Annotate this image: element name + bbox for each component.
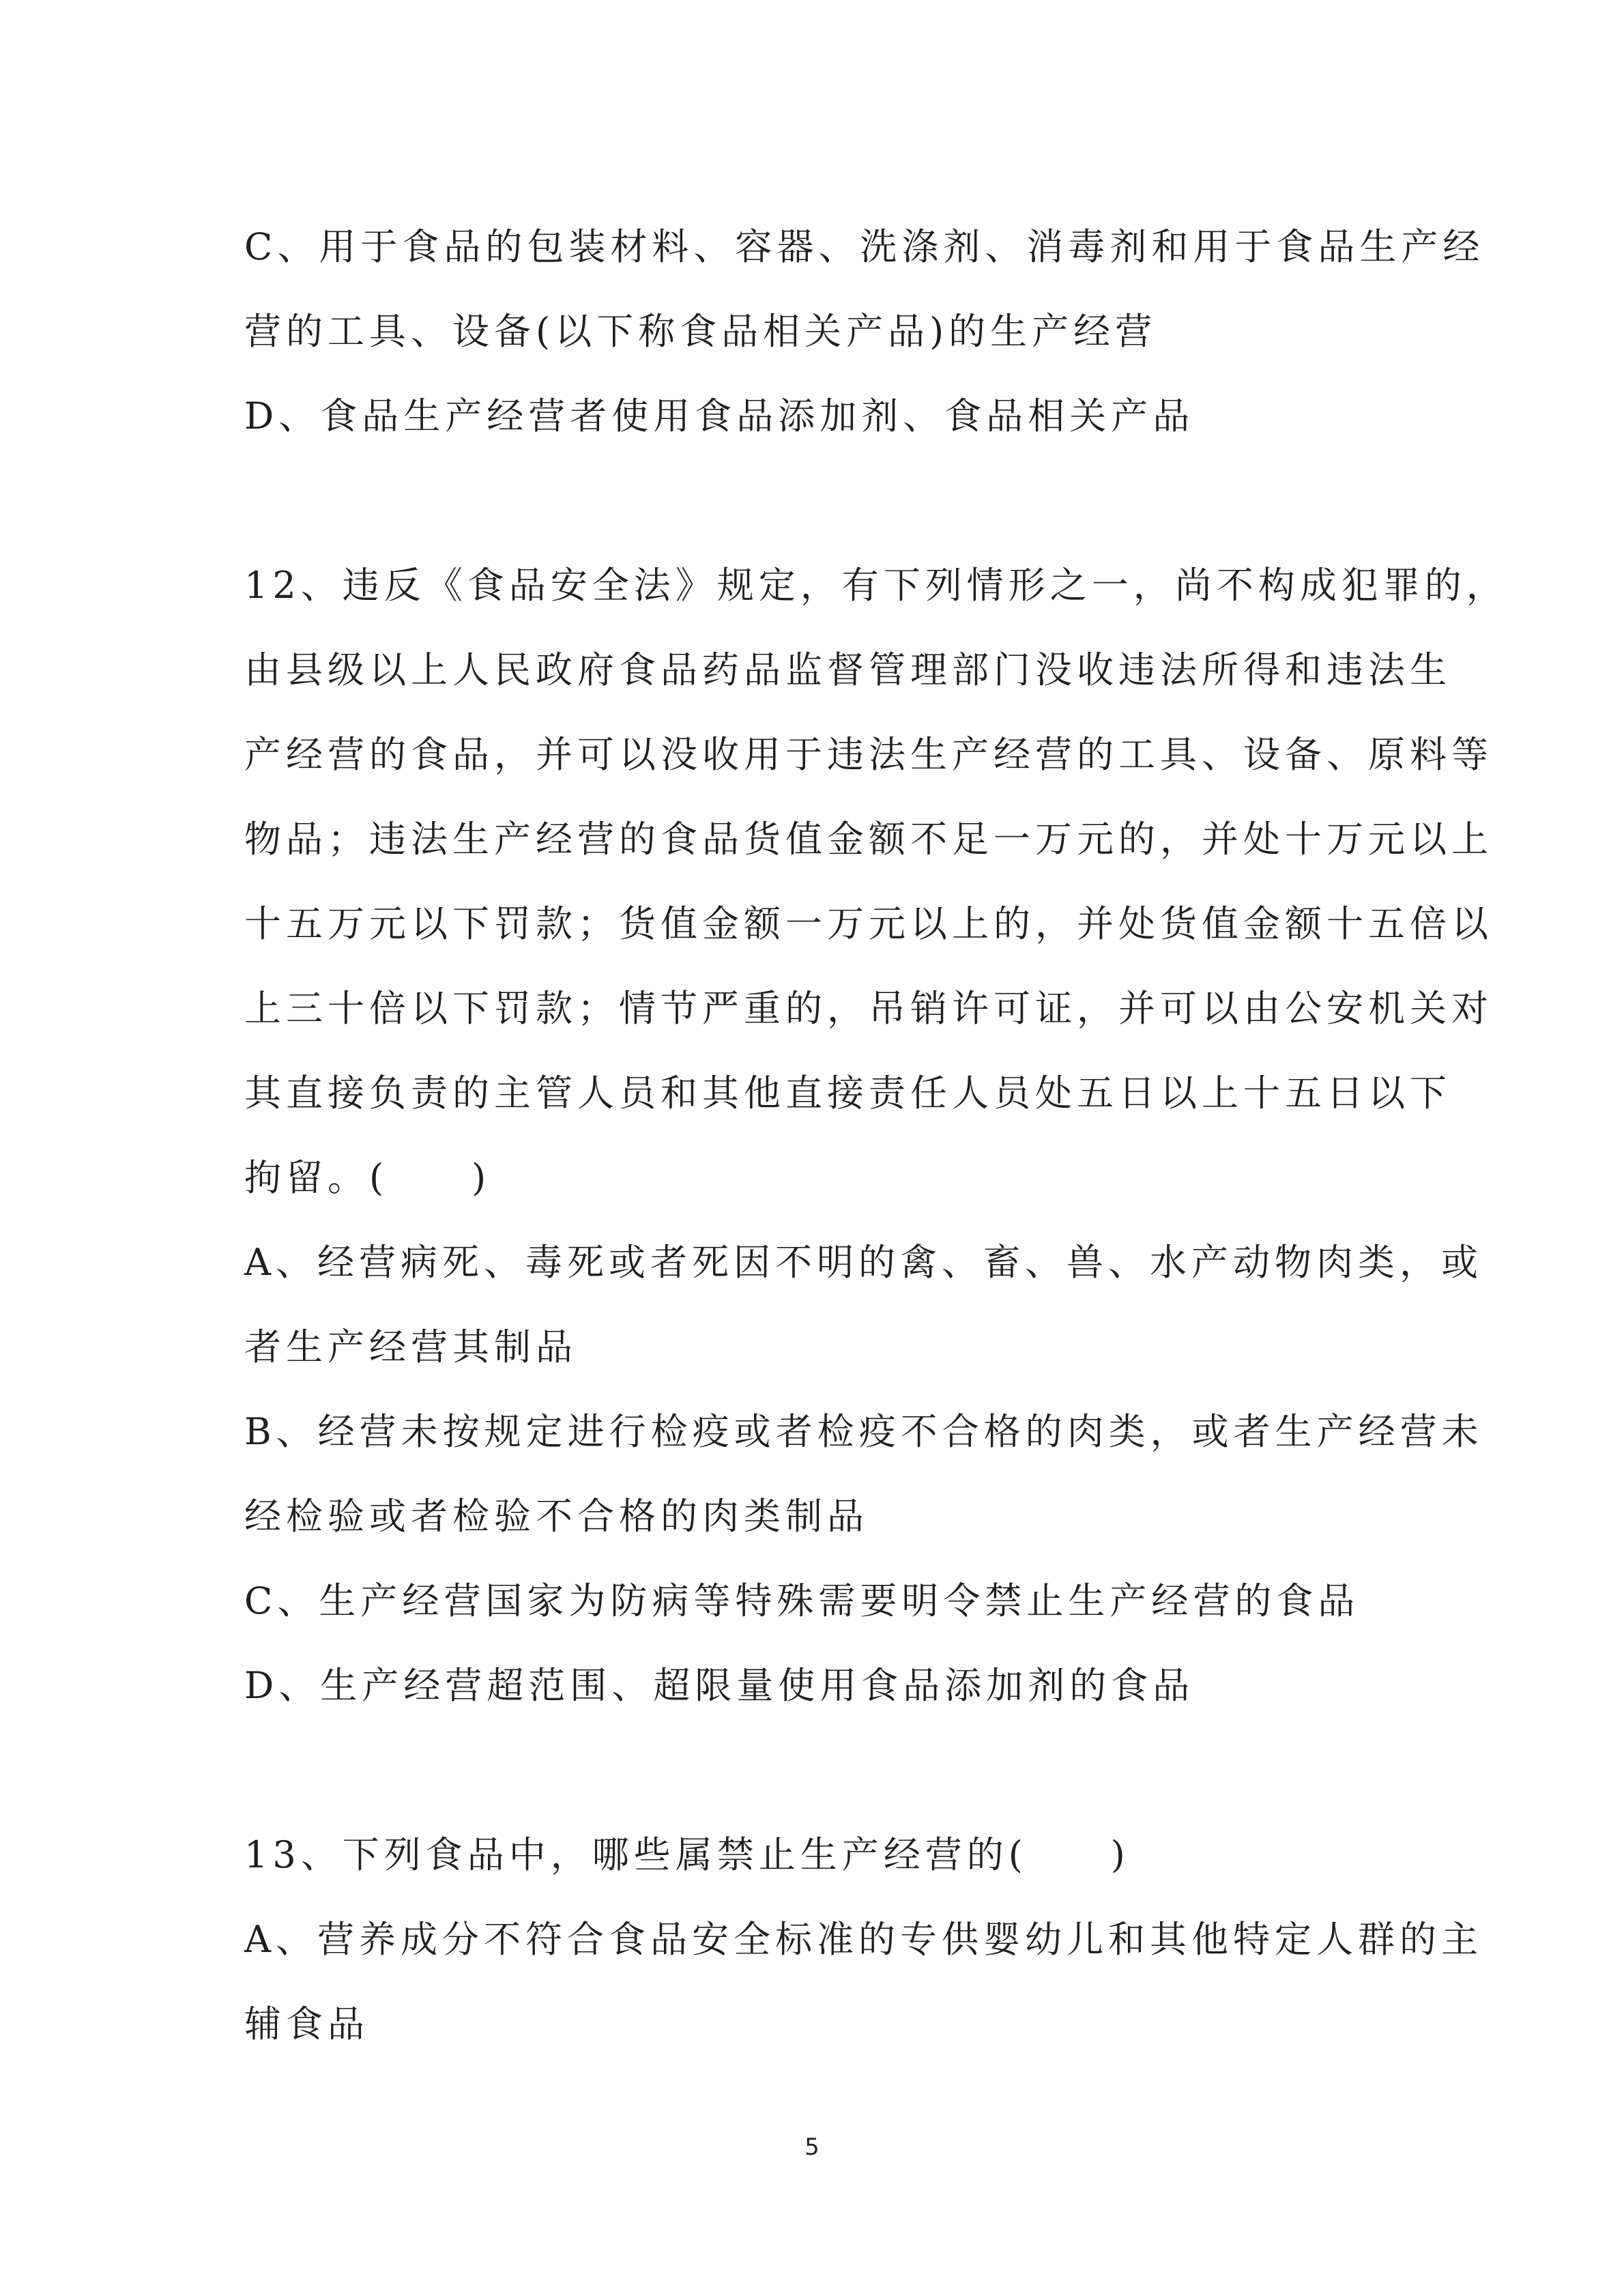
text-line: 者生产经营其制品 bbox=[244, 1325, 577, 1368]
text-line: D、食品生产经营者使用食品添加剂、食品相关产品 bbox=[244, 394, 1195, 437]
document-body bbox=[244, 205, 1508, 2067]
question-13-line: 13、下列食品中，哪些属禁止生产经营的( ) bbox=[244, 1833, 1130, 1876]
question-12-line: 12、违反《食品安全法》规定，有下列情形之一，尚不构成犯罪的， bbox=[244, 564, 1508, 607]
text-line: 物品；违法生产经营的食品货值金额不足一万元的，并处十万元以上 bbox=[244, 818, 1493, 861]
option-a-line: A、经营病死、毒死或者死因不明的禽、畜、兽、水产动物肉类，或 bbox=[244, 1241, 1483, 1284]
page-number: 5 bbox=[804, 2134, 820, 2161]
text-line: 上三十倍以下罚款；情节严重的，吊销许可证，并可以由公安机关对 bbox=[244, 987, 1493, 1030]
text-line: 由县级以上人民政府食品药品监督管理部门没收违法所得和违法生 bbox=[244, 648, 1451, 691]
option-c-line: C、生产经营国家为防病等特殊需要明令禁止生产经营的食品 bbox=[244, 1579, 1360, 1622]
text-line: 十五万元以下罚款；货值金额一万元以上的，并处货值金额十五倍以 bbox=[244, 902, 1493, 945]
option-d-line: D、生产经营超范围、超限量使用食品添加剂的食品 bbox=[244, 1664, 1195, 1707]
text-line: 辅食品 bbox=[244, 2003, 369, 2046]
option-b-line: B、经营未按规定进行检疫或者检疫不合格的肉类，或者生产经营未 bbox=[244, 1410, 1483, 1453]
text-line: 营的工具、设备(以下称食品相关产品)的生产经营 bbox=[244, 310, 1157, 353]
text-line: 拘留。( ) bbox=[244, 1156, 491, 1199]
text-line: 产经营的食品，并可以没收用于违法生产经营的工具、设备、原料等 bbox=[244, 733, 1493, 776]
option-a-line: A、营养成分不符合食品安全标准的专供婴幼儿和其他特定人群的主 bbox=[244, 1918, 1483, 1961]
text-line: 其直接负责的主管人员和其他直接责任人员处五日以上十五日以下 bbox=[244, 1072, 1451, 1115]
paragraph-gap bbox=[244, 1728, 1377, 1813]
text-line: C、用于食品的包装材料、容器、洗涤剂、消毒剂和用于食品生产经 bbox=[244, 225, 1485, 268]
text-line: 经检验或者检验不合格的肉类制品 bbox=[244, 1495, 869, 1538]
paragraph-gap bbox=[244, 459, 1377, 543]
